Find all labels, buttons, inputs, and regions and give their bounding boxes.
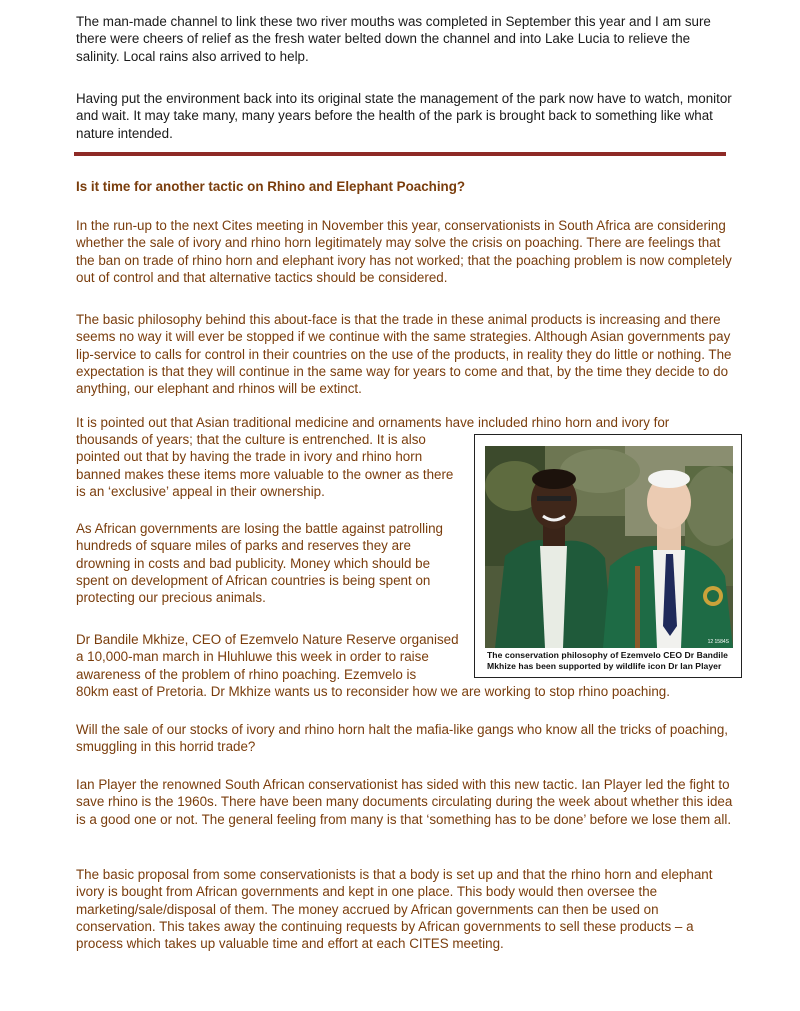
photo-image [485,446,733,648]
article-paragraph-2: The basic philosophy behind this about-face is that the trade in these animal products is increasing and there seems no way it will ever be stopped if we continue with the same strategies. Although Asian governments pay lip-service to calls for control in their countries on the use of the products, in reality they do little or nothing. The expectation is that they will continue in the same way for years to come and that, by the time they decide to do anything, our elephant and rhinos will be extinct. [76,312,732,397]
article-paragraph-3: thousands of years; that the culture is entrenched. It is also pointed out that by having the trade in ivory and rhino horn banned makes these items more valuable to the owner as there is an ‘exclusive’ appeal in their ownership. [76,432,454,499]
article-paragraph-7: Ian Player the renowned South African conservationist has sided with this new tactic. Ian Player led the fight to save rhino is the 1960s. There have been many documents circulating during the week about whether this idea is a good one or not. The general feeling from many is that ‘something has to be done’ before we lose them all. [76,777,733,827]
photo-figure [474,434,742,678]
article-paragraph-5: Dr Bandile Mkhize, CEO of Ezemvelo Nature Reserve organised a 10,000-man march in Hluhluwe this week in order to raise awareness of the problem of rhino poaching. Ezemvelo is [76,632,459,682]
intro-paragraph-1: The man-made channel to link these two river mouths was completed in September this year and I am sure there were cheers of relief as the fresh water belted down the channel and into Lake Lucia to relieve the salinity. Local rains also arrived to help. [76,14,711,64]
article-paragraph-5-continued: 80km east of Pretoria. Dr Mkhize wants us to reconsider how we are working to stop rhino poaching. [76,684,670,699]
photo-caption: The conservation philosophy of Ezemvelo CEO Dr Bandile Mkhize has been supported by wildlife icon Dr Ian Player [487,650,728,671]
section-divider [74,152,726,156]
article-paragraph-6: Will the sale of our stocks of ivory and rhino horn halt the mafia-like gangs who know all the tricks of poaching, smuggling in this horrid trade? [76,722,729,755]
article-heading: Is it time for another tactic on Rhino and Elephant Poaching? [76,179,466,194]
photo-id-code: 12 1584S [707,639,729,645]
photo-illustration [485,446,733,648]
article-paragraph-1: In the run-up to the next Cites meeting in November this year, conservationists in South Africa are considering whether the sale of ivory and rhino horn legitimately may solve the crisis on poaching. There are feelings that the ban on trade of rhino horn and elephant ivory has not worked; that the poaching problem is now completely out of control and that alternative tactics should be considered. [76,218,732,285]
intro-paragraph-2: Having put the environment back into its original state the management of the park now have to watch, monitor and wait. It may take many, many years before the health of the park is brought back to something like what nature intended. [76,91,732,141]
article-paragraph-4: As African governments are losing the battle against patrolling hundreds of square miles of parks and reserves they are drowning in costs and bad publicity. Money which should be spent on development of African countries is being spent on protecting our precious animals. [76,521,443,606]
article-paragraph-3-first-line: It is pointed out that Asian traditional medicine and ornaments have included rhino horn and ivory for [76,415,670,430]
article-paragraph-8: The basic proposal from some conservationists is that a body is set up and that the rhino horn and elephant ivory is bought from African governments and kept in one place. This body would then oversee the marketing/sale/disposal of them. The money accrued by African governments can then be used on conservation. This takes away the continuing requests by African governments to sell these products – a process which takes up valuable time and effort at each CITES meeting. [76,867,713,952]
